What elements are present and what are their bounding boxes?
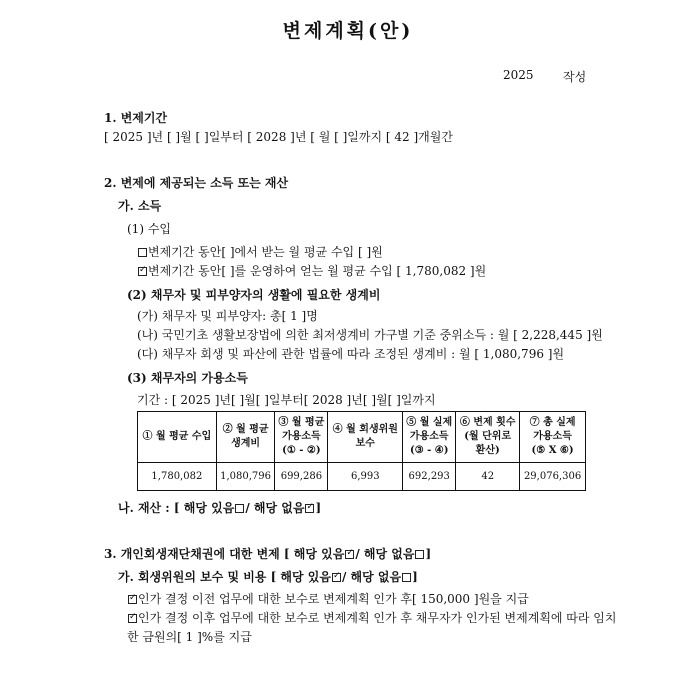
table-header-text: ④ 월 회생위원 xyxy=(332,424,398,435)
property-no-label: / 해당 없음 xyxy=(245,501,305,515)
table-header-cell xyxy=(403,412,456,463)
property-yes-checkbox[interactable] xyxy=(235,504,244,513)
table-header-text: (③ - ④) xyxy=(409,445,449,456)
table-cell: 42 xyxy=(456,463,520,491)
income-option-1-text: 변제기간 동안[ ]에서 받는 월 평균 수입 [ ]원 xyxy=(148,245,383,259)
table-header-text: ② 월 평균 xyxy=(222,424,269,435)
table-header-text: ⑦ 총 실제 xyxy=(529,417,576,428)
estate-claim-no-checkbox[interactable] xyxy=(415,550,424,559)
trustee-fee-item-2-text: 인가 결정 이후 업무에 대한 보수로 변제계획 인가 후 채무자가 인가된 변제계획에 따라 임치 xyxy=(138,611,617,625)
income-option-2 xyxy=(137,262,486,279)
table-header-text: 가용소득 xyxy=(282,431,321,442)
written-year: 2025 xyxy=(503,68,534,82)
table-header-text: ⑥ 변제 횟수 xyxy=(459,417,516,428)
table-cell: 1,780,082 xyxy=(138,463,217,491)
income-option-2-checkbox[interactable] xyxy=(138,267,147,276)
estate-claim-yes-checkbox[interactable] xyxy=(345,550,354,559)
section-1-heading: 1. 변제기간 xyxy=(104,111,168,125)
table-header-cell xyxy=(520,412,586,463)
table-header-cell xyxy=(328,412,403,463)
table-header-text: 생계비 xyxy=(231,438,261,449)
income-option-2-text: 변제기간 동안[ ]를 운영하여 얻는 월 평균 수입 [ 1,780,082 ]원 xyxy=(148,264,487,278)
table-header-text: ① 월 평균 수입 xyxy=(142,431,212,442)
table-header-text: 보수 xyxy=(355,438,375,449)
section-3-label: 3. 개인회생재단채권에 대한 변제 [ 해당 있음 xyxy=(104,547,345,561)
living-cost-line-2: (나) 국민기초 생활보장법에 의한 최저생계비 가구별 기준 중위소득 : 월 [ 2,228,445 ]원 xyxy=(137,328,603,342)
table-header-text: ③ 월 평균 xyxy=(278,417,325,428)
written-label: 작성 xyxy=(563,70,587,84)
table-header-text: ⑤ 월 실제 xyxy=(406,417,453,428)
table-header-text: 가용소득 xyxy=(409,431,449,442)
living-cost-line-3: (다) 채무자 회생 및 파산에 관한 법률에 따라 조정된 생계비 : 월 [ 1,080,796 ]원 xyxy=(137,347,565,361)
table-header-cell xyxy=(456,412,520,463)
available-income-table xyxy=(137,411,586,491)
property-line xyxy=(118,499,321,516)
table-cell: 1,080,796 xyxy=(216,463,275,491)
table-header-cell xyxy=(275,412,328,463)
trustee-fee-item-1-checkbox[interactable] xyxy=(128,595,137,604)
living-cost-line-1: (가) 채무자 및 피부양자: 총[ 1 ]명 xyxy=(137,309,318,323)
trustee-fee-item-2-checkbox[interactable] xyxy=(128,614,137,623)
income-option-1 xyxy=(137,243,383,260)
table-header-text: 환산) xyxy=(475,445,500,456)
estate-claim-no-label: / 해당 없음 xyxy=(355,547,415,561)
table-header-cell xyxy=(138,412,217,463)
trustee-fee-item-2 xyxy=(127,609,617,626)
table-header-cell xyxy=(216,412,275,463)
trustee-fee-item-1-text: 인가 결정 이전 업무에 대한 보수로 변제계획 인가 후[ 150,000 ]원을 지급 xyxy=(138,592,529,606)
table-row xyxy=(138,463,586,491)
table-header-text: (⑤ X ⑥) xyxy=(531,445,574,456)
income-subheading: 가. 소득 xyxy=(118,199,162,213)
property-label: 나. 재산 : [ 해당 있음 xyxy=(118,501,235,515)
living-cost-title: (2) 채무자 및 피부양자의 생활에 필요한 생계비 xyxy=(127,288,381,302)
trustee-fee-bracket: ] xyxy=(412,570,418,584)
trustee-fee-heading xyxy=(118,568,418,585)
table-header-text: 가용소득 xyxy=(533,431,572,442)
table-header-text: (월 단위로 xyxy=(464,431,512,442)
trustee-fee-item-2-cont: 한 금원의[ 1 ]%를 지급 xyxy=(127,630,252,644)
income-title: (1) 수입 xyxy=(127,222,171,236)
available-income-title: (3) 채무자의 가용소득 xyxy=(127,371,248,385)
section-3-heading xyxy=(104,545,431,562)
trustee-fee-no-label: / 해당 없음 xyxy=(341,570,402,584)
table-cell: 692,293 xyxy=(403,463,456,491)
table-header-row xyxy=(138,412,586,463)
section-3-bracket: ] xyxy=(425,547,432,561)
income-option-1-checkbox[interactable] xyxy=(138,248,147,257)
property-no-checkbox[interactable] xyxy=(305,504,314,513)
table-cell: 6,993 xyxy=(328,463,403,491)
table-header-text: (① - ②) xyxy=(282,445,321,456)
property-bracket: ] xyxy=(315,501,322,515)
section-2-heading: 2. 변제에 제공되는 소득 또는 재산 xyxy=(104,176,289,190)
trustee-fee-label: 가. 회생위원의 보수 및 비용 [ 해당 있음 xyxy=(118,570,331,584)
table-cell: 699,286 xyxy=(275,463,328,491)
available-income-period: 기간 : [ 2025 ]년[ ]월[ ]일부터[ 2028 ]년[ ]월[ ]일까지 xyxy=(137,393,436,407)
repayment-period-line: [ 2025 ]년 [ ]월 [ ]일부터 [ 2028 ]년 [ 월 [ ]일까지 [ 42 ]개월간 xyxy=(104,130,453,144)
table-cell: 29,076,306 xyxy=(520,463,586,491)
trustee-fee-no-checkbox[interactable] xyxy=(402,573,411,582)
trustee-fee-yes-checkbox[interactable] xyxy=(332,573,341,582)
trustee-fee-item-1 xyxy=(127,590,529,607)
document-title: 변제계획(안) xyxy=(282,20,414,42)
